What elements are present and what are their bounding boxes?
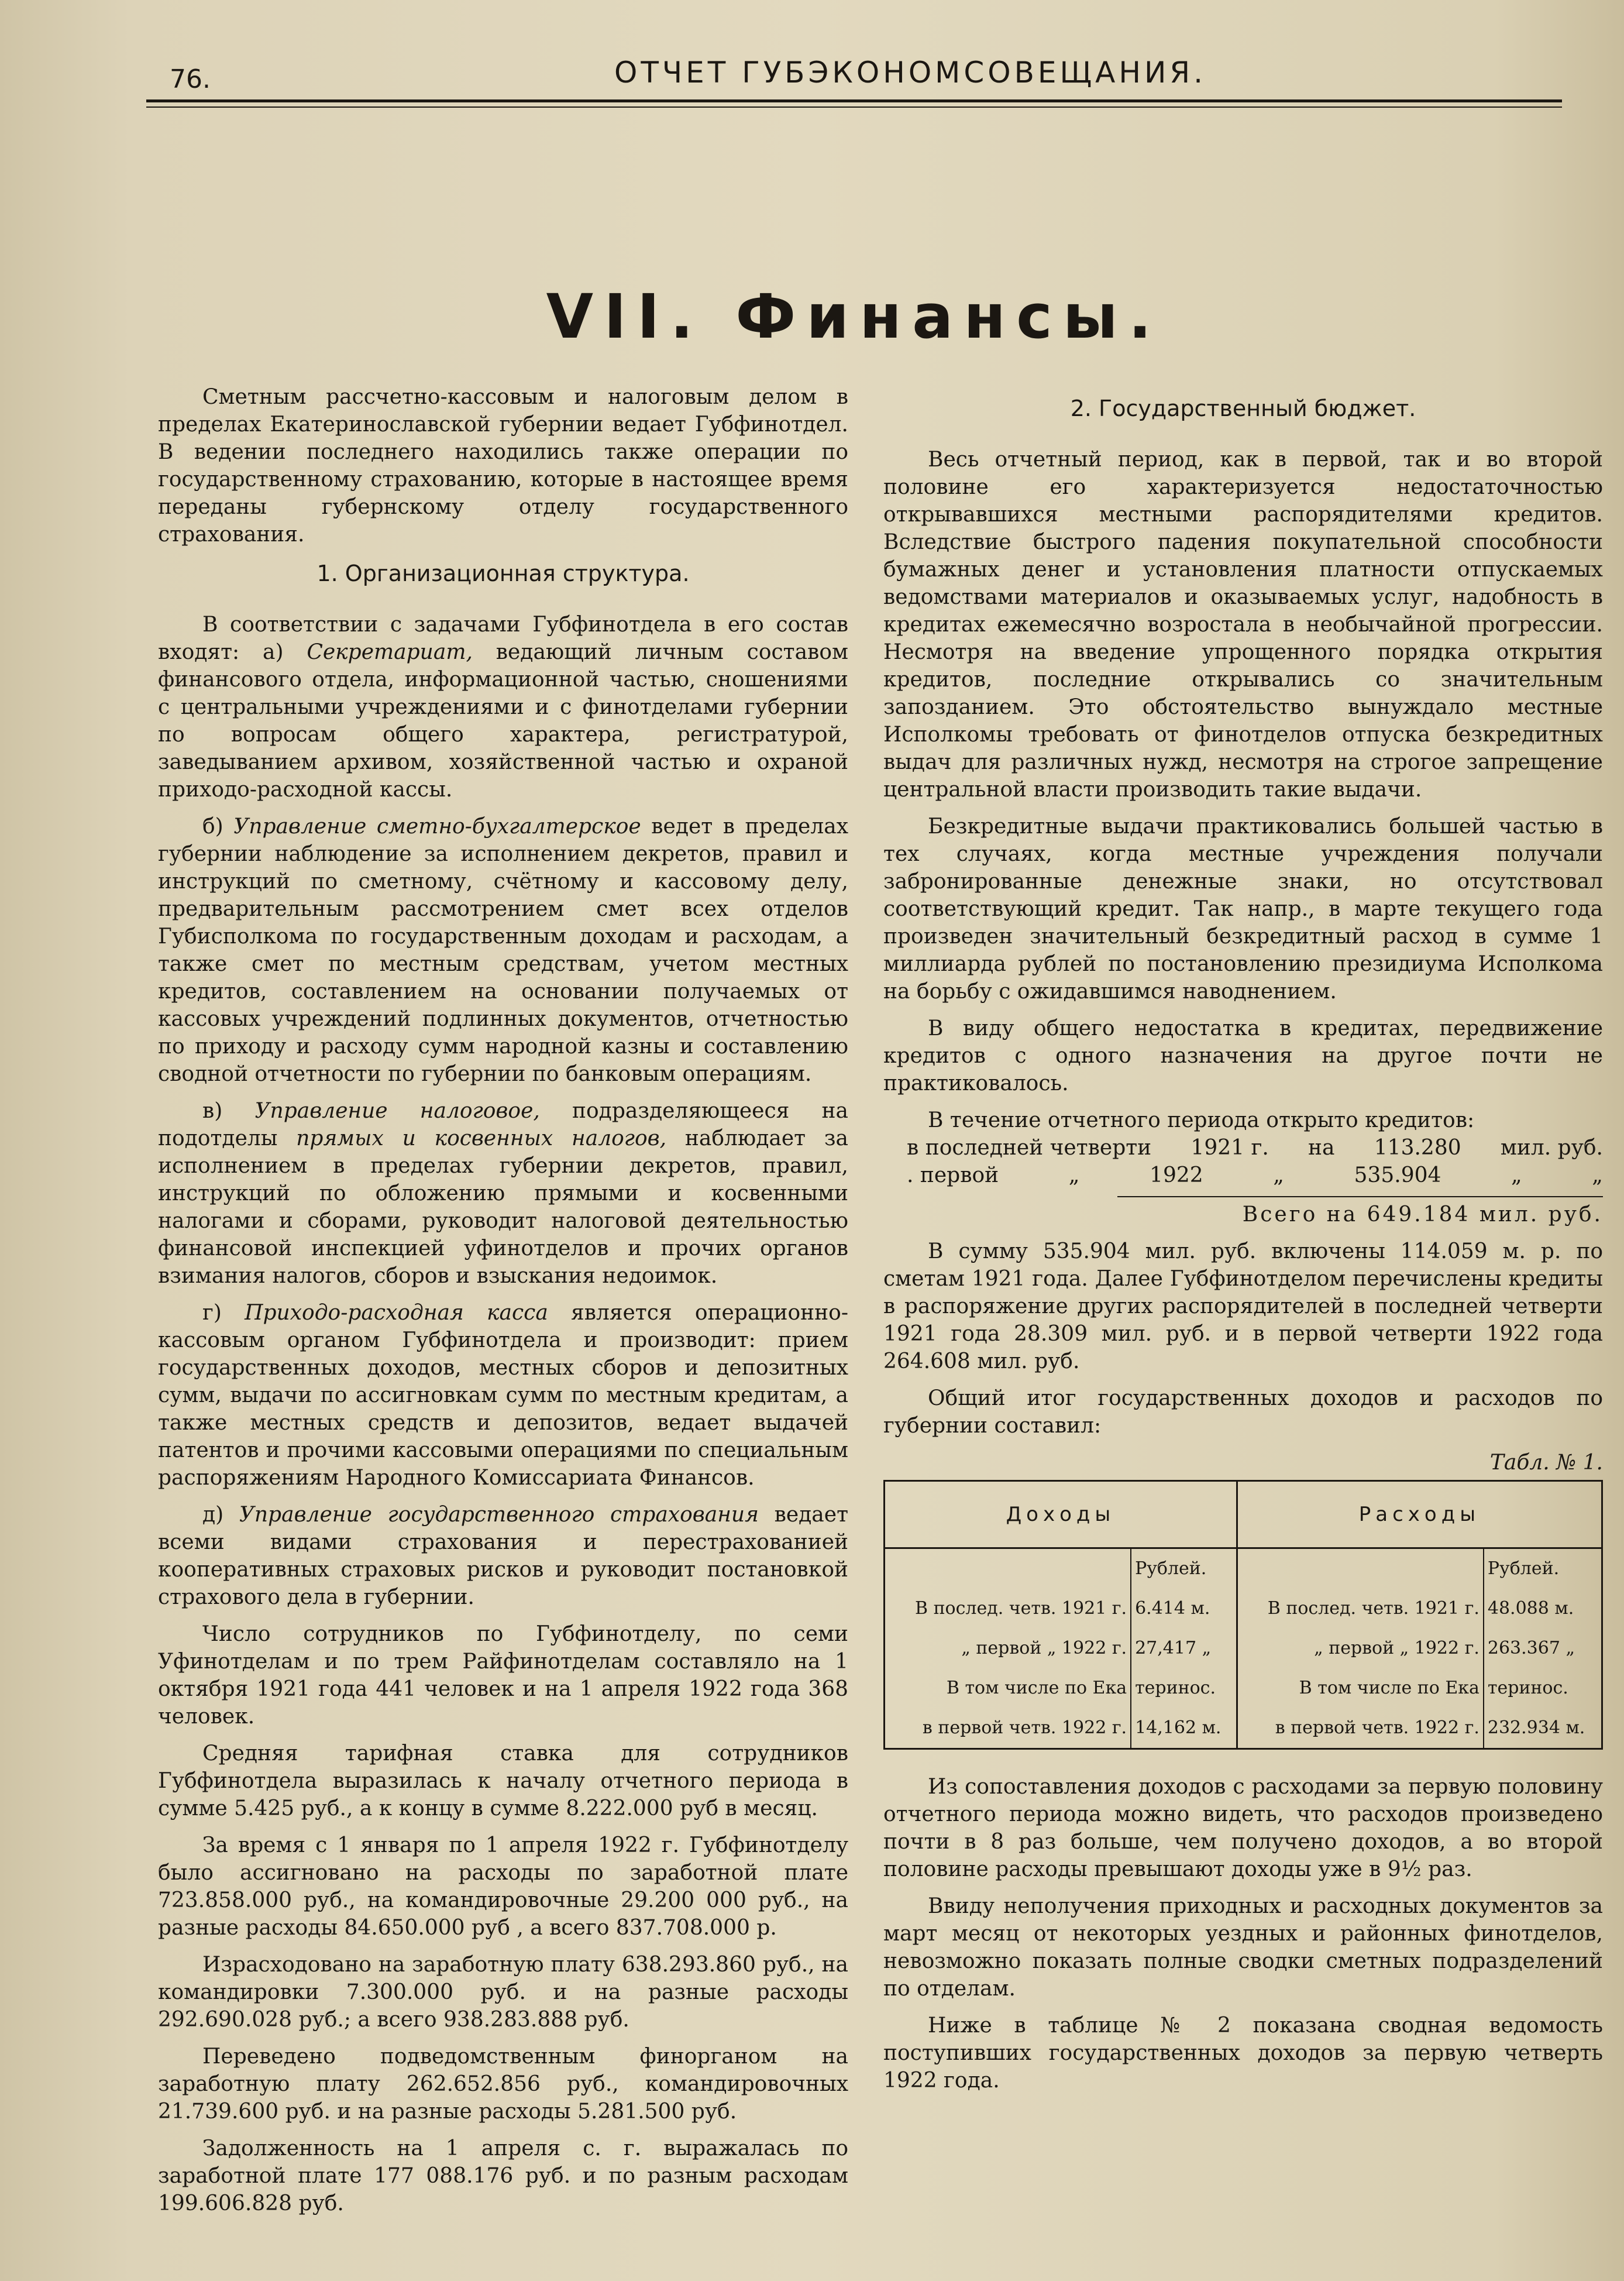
text: ведет в пределах губернии наблюдение за исполнением декретов, правил и инструкций по сметному, счётному и кассовому делу, предварительным рассмотрением смет всех отделов Губисполкома по государственным доходам и расходам, а также смет по местным средствам, учетом местных кредитов, составлением на основании получаемых от кассовых учреждений подлинных документов, отчетностью по приходу и расходу сумм народной казны и составлению сводной отчетности по губернии по банковым операциям.	[158, 815, 848, 1086]
header-rule-thin	[146, 107, 1562, 108]
column-header-expense: Расходы	[1237, 1481, 1602, 1548]
paragraph-table2-ref: Ниже в таблице № 2 показана сводная ведомость поступивших государственных доходов за первую четверть 1922 года.	[883, 2014, 1603, 2093]
cell: В том числе по Ека	[1299, 1678, 1480, 1698]
total-rule	[1117, 1196, 1603, 1197]
table-label: Табл. № 1.	[1489, 1451, 1603, 1475]
paragraph-included: В сумму 535.904 мил. руб. включены 114.059 м. р. по сметам 1921 года. Далее Губфинотделом перечислены кредиты в распоряжение других распорядителей в последней четверти 1921 года 28.309 мил. руб. и в первой четверти 1922 года 264.608 мил. руб.	[883, 1239, 1603, 1373]
cell: „ первой „ 1922 г.	[1314, 1638, 1480, 1658]
credit-cell: в последней четверти	[907, 1136, 1152, 1160]
table-row	[885, 1589, 1602, 1629]
cell	[885, 1548, 1131, 1589]
table-row	[885, 1629, 1602, 1668]
credit-line-1922	[883, 1162, 1603, 1189]
credit-cell: 535.904	[1354, 1163, 1441, 1187]
emphasis: Управление сметно-бухгалтерское	[233, 815, 641, 839]
paragraph-secretariat	[158, 611, 848, 803]
text: б)	[202, 815, 223, 839]
cell: в первой четв. 1922 г.	[922, 1717, 1127, 1738]
cell: в первой четв. 1922 г.	[1275, 1717, 1480, 1738]
paragraph-table-intro: Общий итог государственных доходов и расходов по губернии составил:	[883, 1386, 1603, 1438]
credit-cell: 1921 г.	[1191, 1136, 1269, 1160]
paragraph-transferred: Переведено подведомственным финорганом на заработную плату 262.652.856 руб., командировочных 21.739.600 руб. и на разные расходы 5.281.500 руб.	[158, 2045, 848, 2124]
cell: 263.367 „	[1484, 1629, 1602, 1668]
chapter-title: VII. Финансы.	[546, 281, 1162, 352]
credits-block	[883, 1107, 1603, 1228]
paragraph-missing-docs: Ввиду неполучения приходных и расходных документов за март месяц от некоторых уездных и районных финотделов, невозможно показать полные сводки сметных подразделений по отделам.	[883, 1894, 1603, 2001]
left-column	[158, 383, 848, 2227]
paragraph-comparison: Из сопоставления доходов с расходами за первую половину отчетного периода можно видеть, что расходов произведено почти в 8 раз больше, чем получено доходов, а во второй половине расходы превышают доходы уже в 9½ раз.	[883, 1775, 1603, 1881]
page-number: 76.	[170, 64, 211, 94]
credit-line-1921	[883, 1134, 1603, 1162]
credits-intro: В течение отчетного периода открыто кредитов:	[928, 1108, 1475, 1132]
right-column	[883, 383, 1603, 2104]
header-rule	[146, 99, 1562, 102]
paragraph-noncredit: Безкредитные выдачи практиковались большей частью в тех случаях, когда местные учреждения получали забронированные денежные знаки, но отсутствовал соответствующий кредит. Так напр., в марте текущего года произведен значительный безкредитный расход в сумме 1 миллиарда рублей по постановлению президиума Исполкома на борьбу с ожидавшимся наводнением.	[883, 815, 1603, 1004]
emphasis: Секретариат,	[307, 640, 473, 664]
running-title: ОТЧЕТ ГУБЭКОНОМСОВЕЩАНИЯ.	[614, 56, 1207, 90]
text: ведает всеми видами страхования и перестрахованией кооперативных страховых рисков и руководит постановкой страхового дела в губернии.	[158, 1503, 848, 1609]
cell: теринос.	[1484, 1668, 1602, 1708]
page-header	[146, 41, 1562, 105]
table-row	[885, 1708, 1602, 1749]
paragraph-debt: Задолженность на 1 апреля с. г. выражалась по заработной плате 177 088.176 руб. и по разным расходам 199.606.828 руб.	[158, 2136, 848, 2215]
cell: В послед. четв. 1921 г.	[1267, 1598, 1480, 1619]
text: в)	[202, 1099, 223, 1123]
credit-cell: мил. руб.	[1500, 1136, 1603, 1160]
text: наблюдает за исполнением в пределах губернии декретов, правил, инструкций по обложению прямыми и косвенными налогами и сборами, руководит налоговой деятельностью финансовой инспекцией уфинотделов и прочих органов взимания налогов, сборов и взыскания недоимок.	[158, 1126, 848, 1288]
cell	[1237, 1548, 1484, 1589]
emphasis: Управление налоговое,	[254, 1099, 540, 1123]
cell: 6.414 м.	[1131, 1589, 1237, 1629]
credits-total: Всего на 649.184 мил. руб.	[1242, 1203, 1603, 1227]
cell: 48.088 м.	[1484, 1589, 1602, 1629]
text: В соответствии с задачами Губфинотдела в его состав входят: а)	[158, 613, 848, 664]
paragraph-insurance	[158, 1501, 848, 1611]
credit-cell: „	[1511, 1163, 1522, 1187]
unit-cell: Рублей.	[1484, 1548, 1602, 1589]
cell: 14,162 м.	[1131, 1708, 1237, 1749]
column-header-income: Доходы	[885, 1481, 1237, 1548]
text: подразделяющееся на подотделы	[158, 1099, 848, 1150]
credit-cell: на	[1308, 1136, 1335, 1160]
credit-cell: „	[1592, 1163, 1603, 1187]
table-row	[885, 1548, 1602, 1589]
paragraph-budget-accounting	[158, 813, 848, 1088]
intro-paragraph: Сметным рассчетно-кассовым и налоговым делом в пределах Екатеринославской губернии ведает Губфинотдел. В ведении последнего находились также операции по государственному страхованию, которые в настоящее время переданы губернскому отделу государственного страхования.	[158, 385, 848, 547]
paragraph-assigned: За время с 1 января по 1 апреля 1922 г. Губфинотделу было ассигновано на расходы по заработной плате 723.858.000 руб., на командировочные 29.200 000 руб., на разные расходы 84.650.000 руб , а всего 837.708.000 р.	[158, 1833, 848, 1940]
section-heading-2: 2. Государственный бюджет.	[1070, 396, 1416, 421]
paragraph-budget-intro: Весь отчетный период, как в первой, так и во второй половине его характеризуется недостаточностью открывавшихся местными распорядителями кредитов. Вследствие быстрого падения покупательной способности бумажных денег и установления платности отпускаемых ведомствами материалов и оказываемых услуг, надобность в кредитах ежемесячно возростала в необычайной прогрессии. Несмотря на введение упрощенного порядка открытия кредитов, последние открывались со значительным запозданием. Это обстоятельство вынуждало местные Исполкомы требовать от финотделов отпуска безкредитных выдач для различных нужд, несмотря на строгое запрещение центральной власти производить такие выдачи.	[883, 448, 1603, 802]
credit-cell: 1922	[1150, 1163, 1203, 1187]
text: является операционно-кассовым органом Губфинотдела и производит: прием государственных доходов, местных сборов и депозитных сумм, выдачи по ассигновкам сумм по местным кредитам, а также местных средств и депозитов, ведает выдачей патентов и прочими кассовыми операциями по специальным распоряжениям Народного Комиссариата Финансов.	[158, 1301, 848, 1490]
credit-cell: 113.280	[1374, 1136, 1461, 1160]
text: ведающий личным составом финансового отдела, информационной частью, сношениями с центральными учреждениями и с финотделами губернии по вопросам общего характера, регистратурой, заведыванием архивом, хозяйственной частью и охраной приходо-расходной кассы.	[158, 640, 848, 802]
cell: „ первой „ 1922 г.	[961, 1638, 1127, 1658]
text: д)	[202, 1503, 224, 1527]
paragraph-spent: Израсходовано на заработную плату 638.293.860 руб., на командировки 7.300.000 руб. и на разные расходы 292.690.028 руб.; а всего 938.283.888 руб.	[158, 1953, 848, 2032]
table-header-row	[885, 1481, 1602, 1548]
paragraph-tax-directorate	[158, 1097, 848, 1290]
paragraph-cash-office	[158, 1299, 848, 1492]
cell: теринос.	[1131, 1668, 1237, 1708]
text: г)	[202, 1301, 222, 1325]
paragraph-staff: Число сотрудников по Губфинотделу, по семи Уфинотделам и по трем Райфинотделам составляло на 1 октября 1921 года 441 человек и на 1 апреля 1922 года 368 человек.	[158, 1622, 848, 1729]
cell: В том числе по Ека	[946, 1678, 1127, 1698]
income-expense-table	[883, 1480, 1603, 1750]
table-row	[885, 1668, 1602, 1708]
cell: 27,417 „	[1131, 1629, 1237, 1668]
emphasis: прямых и косвенных налогов,	[296, 1126, 667, 1150]
cell: 232.934 м.	[1484, 1708, 1602, 1749]
credit-cell: „	[1273, 1163, 1284, 1187]
section-heading-1: 1. Организационная структура.	[316, 561, 690, 586]
unit-cell: Рублей.	[1131, 1548, 1237, 1589]
paragraph-shortage: В виду общего недостатка в кредитах, передвижение кредитов с одного назначения на другое почти не практиковалось.	[883, 1016, 1603, 1095]
cell: В послед. четв. 1921 г.	[914, 1598, 1127, 1619]
credit-cell: . первой	[907, 1163, 999, 1187]
emphasis: Приходо-расходная касса	[245, 1301, 548, 1325]
credit-cell: „	[1068, 1163, 1080, 1187]
emphasis: Управление государственного страхования	[239, 1503, 759, 1527]
paragraph-tariff: Средняя тарифная ставка для сотрудников Губфинотдела выразилась к началу отчетного периода в сумме 5.425 руб., а к концу в сумме 8.222.000 руб в месяц.	[158, 1741, 848, 1820]
